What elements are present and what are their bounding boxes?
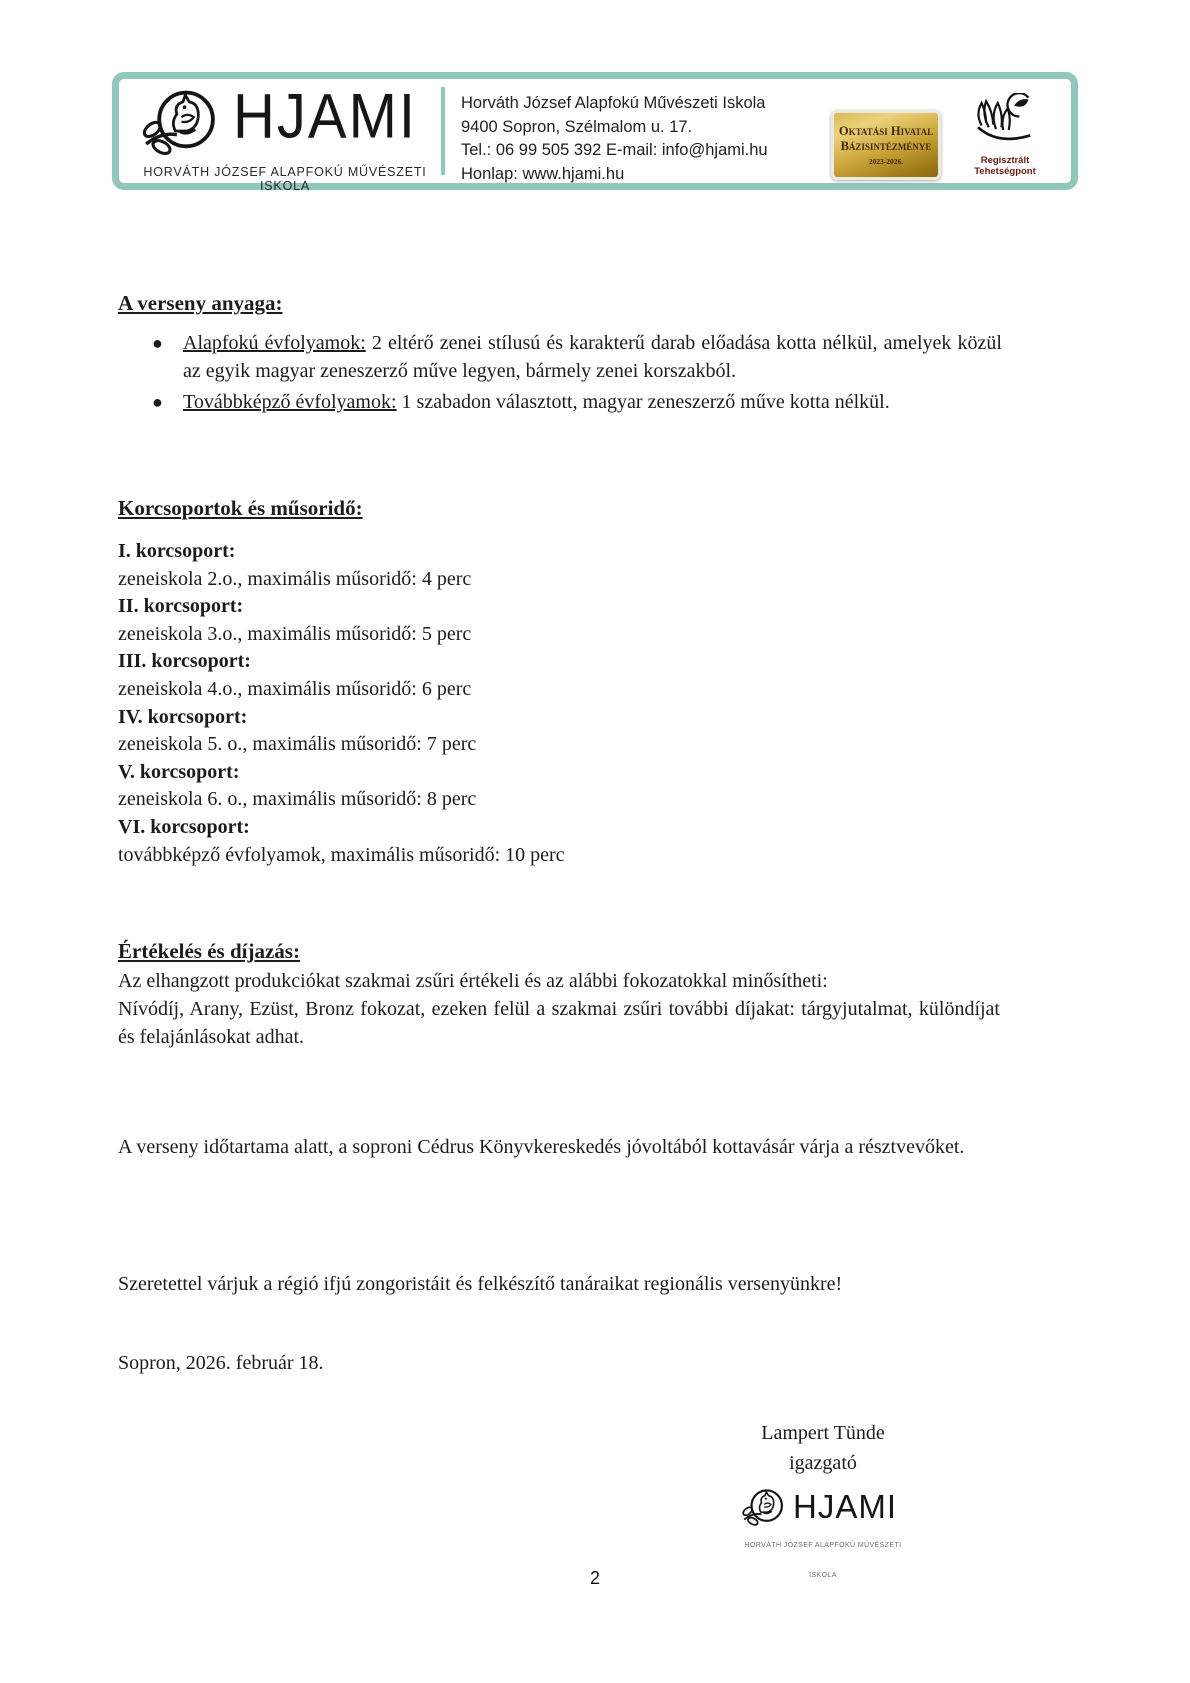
page-number: 2 xyxy=(589,1568,600,1588)
section-title-evaluation: Értékelés és díjazás: xyxy=(118,939,300,963)
signature-block xyxy=(648,1418,998,1579)
contact-school-name: Horváth József Alapfokú Művészeti Iskola xyxy=(461,94,766,112)
age-group: VI. korcsoport: továbbképző évfolyamok, maximális műsoridő: 10 perc xyxy=(118,815,565,866)
logo-school-name: HORVÁTH JÓZSEF ALAPFOKÚ MŰVÉSZETI ISKOLA xyxy=(744,1542,902,1579)
badge-years: 2023-2026. xyxy=(868,157,904,166)
date-line: Sopron, 2026. február 18. xyxy=(118,1352,324,1374)
list-item xyxy=(150,329,1002,385)
letterhead-divider xyxy=(441,87,445,175)
evaluation-grades: Nívódíj, Arany, Ezüst, Bronz fokozat, ezeken felül a szakmai zsűri további díjakat: tárgyjutalmat, különdíjat és felajánlásokat adhat. xyxy=(118,998,1000,1048)
bullet-icon: ● xyxy=(152,333,163,353)
bird-in-circle-icon xyxy=(137,81,229,161)
bullet-text: 2 eltérő zenei stílusú és karakterű darab előadása kotta nélkül, amelyek közül az egyik magyar zeneszerző műve legyen, bármely zenei korszakból. xyxy=(183,332,1002,382)
contact-website: Honlap: www.hjami.hu xyxy=(461,164,625,183)
logo-school-name: HORVÁTH JÓZSEF ALAPFOKÚ MŰVÉSZETI ISKOLA xyxy=(143,165,427,193)
signature-logo xyxy=(733,1484,913,1579)
age-group: III. korcsoport: zeneiskola 4.o., maximális műsoridő: 6 perc xyxy=(118,650,472,700)
bullet-label: Továbbképző évfolyamok: xyxy=(183,391,397,413)
age-group: IV. korcsoport: zeneiskola 5. o., maximális műsoridő: 7 perc xyxy=(118,705,477,756)
evaluation-intro: Az elhangzott produkciókat szakmai zsűri értékeli és az alábbi fokozatokkal minősítheti: xyxy=(118,970,828,992)
logo-acronym: HJAMI xyxy=(793,1488,897,1525)
oktatasi-hivatal-badge xyxy=(831,110,941,180)
bullet-text: 1 szabadon választott, magyar zeneszerző műve kotta nélkül. xyxy=(396,391,890,413)
tehetsegpont-logo xyxy=(955,93,1055,179)
hands-with-leaf-icon xyxy=(969,93,1041,149)
logo-acronym: HJAMI xyxy=(233,81,417,152)
tehetsegpont-label: Regisztrált Tehetségpont xyxy=(974,155,1036,177)
bullet-label: Alapfokú évfolyamok: xyxy=(183,332,366,354)
section-title-age-groups: Korcsoportok és műsoridő: xyxy=(118,496,363,520)
bird-in-circle-icon xyxy=(739,1484,791,1529)
bullet-icon: ● xyxy=(152,392,163,412)
badge-line1: Oktatási Hivatal xyxy=(838,124,934,138)
age-group: II. korcsoport: zeneiskola 3.o., maximális műsoridő: 5 perc xyxy=(118,595,472,645)
bookstore-paragraph: A verseny időtartama alatt, a soproni Cédrus Könyvkereskedés jóvoltából kottavásár várja a résztvevőket. xyxy=(118,1136,965,1158)
age-group: V. korcsoport: zeneiskola 6. o., maximális műsoridő: 8 perc xyxy=(118,760,477,811)
section-title-material: A verseny anyaga: xyxy=(118,291,283,315)
signature-role: igazgató xyxy=(789,1452,857,1474)
badge-line2: Bázisintézménye xyxy=(840,139,932,153)
age-group-list xyxy=(118,538,1000,869)
contact-phone-email: Tel.: 06 99 505 392 E-mail: info@hjami.hu xyxy=(461,141,768,159)
contact-address: 9400 Sopron, Szélmalom u. 17. xyxy=(461,117,693,136)
school-logo xyxy=(129,79,441,193)
signature-name: Lampert Tünde xyxy=(761,1422,885,1444)
school-contact-info xyxy=(461,92,821,186)
material-bullet-list xyxy=(150,329,1002,419)
letterhead xyxy=(112,72,1078,193)
closing-paragraph: Szeretettel várjuk a régió ifjú zongoristáit és felkészítő tanáraikat regionális versenyünkre! xyxy=(118,1273,843,1295)
list-item xyxy=(150,388,1002,416)
age-group: I. korcsoport: zeneiskola 2.o., maximális műsoridő: 4 perc xyxy=(118,540,472,590)
